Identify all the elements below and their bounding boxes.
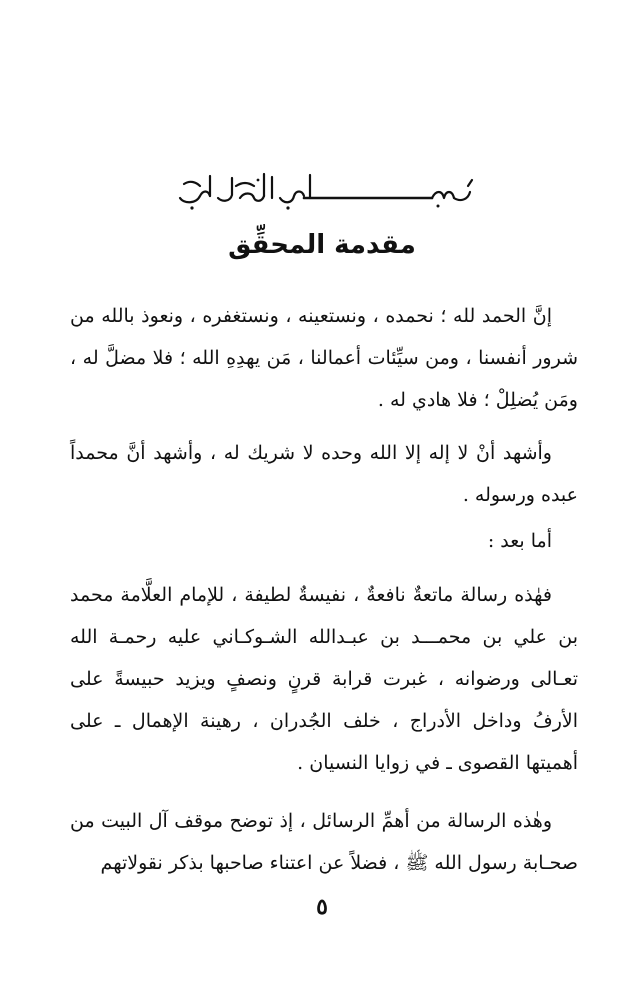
basmala-calligraphy [170,168,480,212]
paragraph-testimony: وأشهد أنْ لا إله إلا الله وحده لا شريك له ، وأشهد أنَّ محمداً عبده ورسوله . [70,442,578,506]
svg-text:بسم الله الرحمن الرحيم: بسم الله الرحمن الرحيم [325,190,336,191]
paragraph-amma-baad: أما بعد : [487,530,552,552]
page-number: ٥ [316,894,328,920]
page-title: مقدمة المحقِّق [228,230,416,260]
paragraph-opening-praise: إنَّ الحمد لله ؛ نحمده ، ونستعينه ، ونستغفره ، ونعوذ بالله من شرور أنفسنا ، ومن سيِّئات أعمالنا ، مَن يهدِهِ الله ؛ فلا مضلَّ له ، ومَن يُضلِلْ ؛ فلا هادي له . [70,305,578,411]
paragraph-treatise-importance: وهٰذه الرسالة من أهمِّ الرسائل ، إذ توضح موقف آل البيت من صحـابة رسول الله ﷺ ، فضلاً عن اعتناء صاحبها بذكر نقولاتهم [70,810,578,874]
paragraph-treatise-description: فهٰذه رسالة ماتعةٌ نافعةٌ ، نفيسةٌ لطيفة ، للإمام العلَّامة محمد بن علي بن محمـــد بن عبـدالله الشـوكـاني عليه رحمـة الله تعـالى ورضوانه ، غبرت قرابة قرنٍ ونصفٍ ويزيد حبيسةً على الأرفُ وداخل الأدراج ، خلف الجُدران ، رهينة الإهمال ـ على أهميتها القصوى ـ في زوايا النسيان . [70,584,578,774]
